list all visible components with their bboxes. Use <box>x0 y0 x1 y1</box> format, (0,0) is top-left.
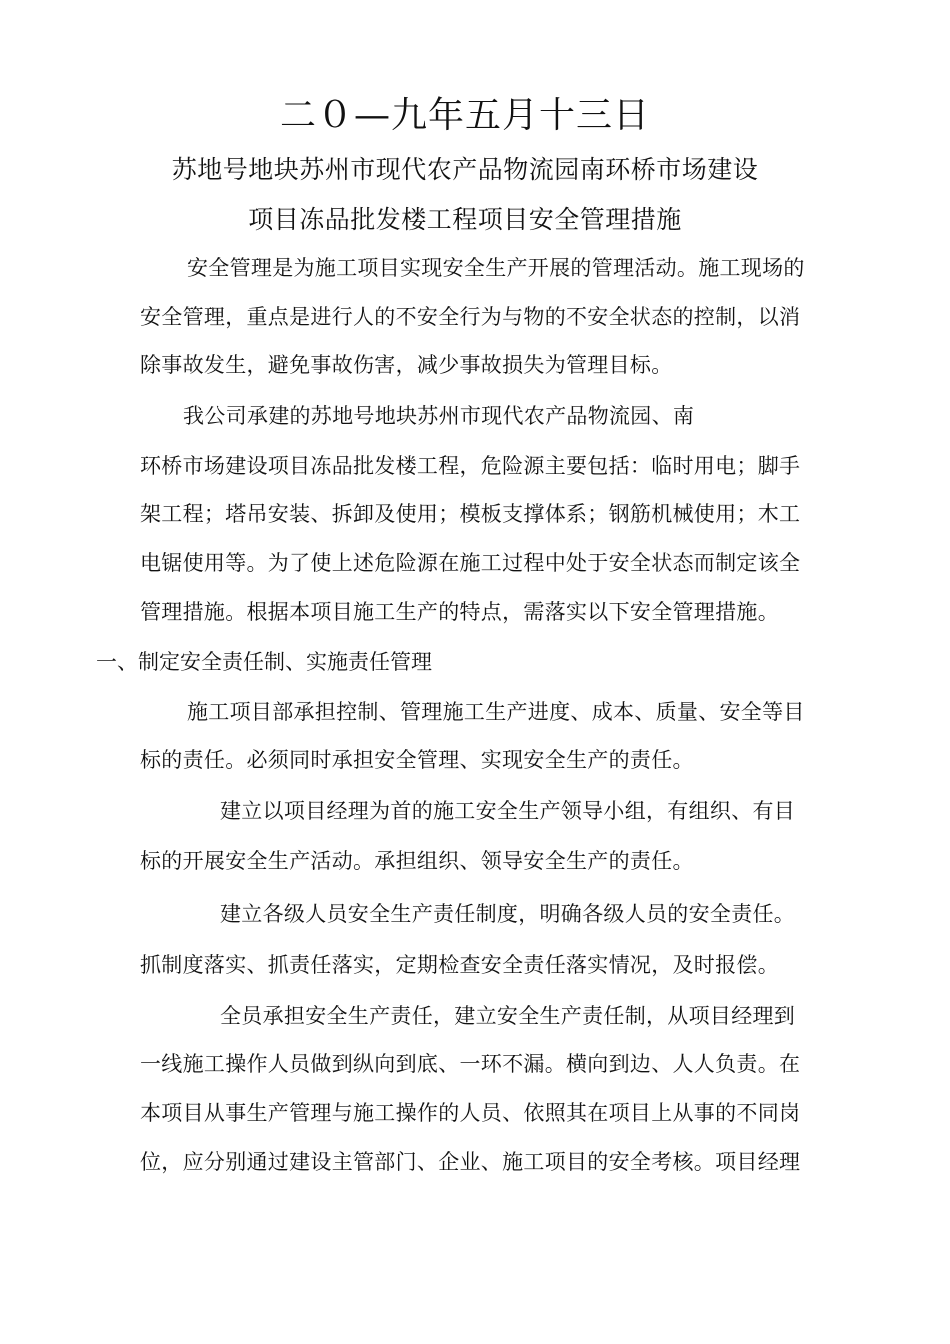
paragraph-line: 我公司承建的苏地号地块苏州市现代农产品物流园、南 <box>183 404 695 428</box>
paragraph-line: 标的开展安全生产活动。承担组织、领导安全生产的责任。 <box>140 849 694 873</box>
paragraph-line: 全员承担安全生产责任，建立安全生产责任制，从项目经理到 <box>220 1004 796 1028</box>
paragraph-line: 架工程；塔吊安装、拆卸及使用；模板支撑体系；钢筋机械使用；木工 <box>140 502 801 526</box>
paragraph-line: 建立以项目经理为首的施工安全生产领导小组，有组织、有目 <box>220 799 796 823</box>
paragraph-line: 电锯使用等。为了使上述危险源在施工过程中处于安全状态而制定该全 <box>140 551 801 575</box>
paragraph-line: 安全管理是为施工项目实现安全生产开展的管理活动。施工现场的 <box>187 256 805 280</box>
paragraph-line: 除事故发生，避免事故伤害，减少事故损失为管理目标。 <box>140 353 673 377</box>
paragraph-line: 抓制度落实、抓责任落实，定期检查安全责任落实情况，及时报偿。 <box>140 953 779 977</box>
paragraph-line: 本项目从事生产管理与施工操作的人员、依照其在项目上从事的不同岗 <box>140 1101 801 1125</box>
paragraph-line: 管理措施。根据本项目施工生产的特点，需落实以下安全管理措施。 <box>140 600 779 624</box>
paragraph-line: 标的责任。必须同时承担安全管理、实现安全生产的责任。 <box>140 748 694 772</box>
paragraph-line: 建立各级人员安全生产责任制度，明确各级人员的安全责任。 <box>220 902 796 926</box>
section-heading: 一、制定安全责任制、实施责任管理 <box>96 650 432 674</box>
paragraph-line: 施工项目部承担控制、管理施工生产进度、成本、质量、安全等目 <box>187 700 805 724</box>
document-title-line-1: 苏地号地块苏州市现代农产品物流园南环桥市场建设 <box>171 155 759 184</box>
document-date: 二０—九年五月十三日 <box>279 95 650 136</box>
document-title-line-2: 项目冻品批发楼工程项目安全管理措施 <box>248 205 682 234</box>
paragraph-line: 环桥市场建设项目冻品批发楼工程，危险源主要包括：临时用电；脚手 <box>140 454 801 478</box>
paragraph-line: 位，应分别通过建设主管部门、企业、施工项目的安全考核。项目经理 <box>140 1150 801 1174</box>
paragraph-line: 安全管理，重点是进行人的不安全行为与物的不安全状态的控制，以消 <box>140 305 801 329</box>
paragraph-line: 一线施工操作人员做到纵向到底、一环不漏。横向到边、人人负责。在 <box>140 1052 801 1076</box>
